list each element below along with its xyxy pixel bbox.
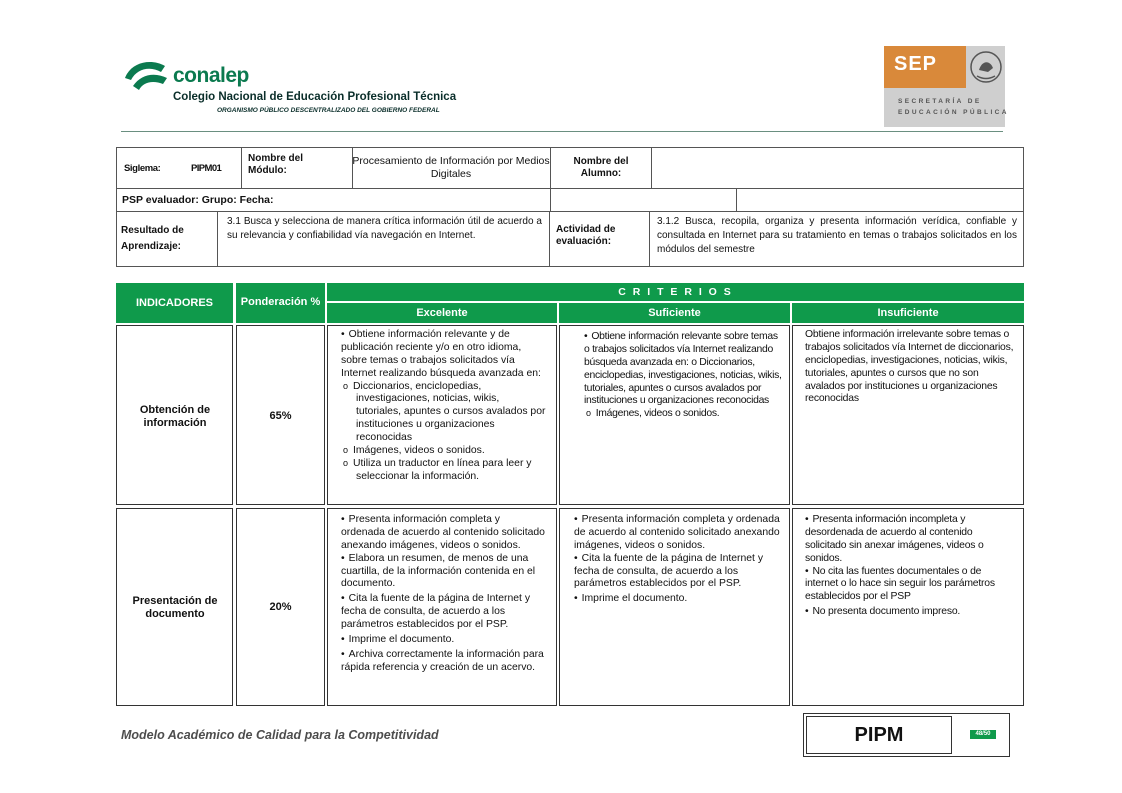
col-suficiente: Suficiente	[559, 303, 790, 323]
sep-line1: SECRETARÍA DE	[898, 98, 982, 105]
row2-excelente-item: • Imprime el documento.	[341, 634, 546, 647]
row2-insuficiente-item: • No presenta documento impreso.	[805, 606, 1015, 619]
row1-indicador: Obtención de información	[139, 404, 211, 429]
col-excelente: Excelente	[327, 303, 557, 323]
row1-excelente	[327, 325, 557, 505]
module-code-box	[803, 713, 1010, 757]
col-criterios: C R I T E R I O S	[327, 283, 1024, 301]
row1-insuficiente	[792, 325, 1024, 505]
row2-excelente	[327, 508, 557, 706]
row1-indicador-cell	[116, 325, 233, 505]
row2-excelente-item: • Elabora un resumen, de menos de una cuartilla, de la información contenida en el documento.	[341, 553, 546, 592]
row1-suficiente-sub: o Imágenes, videos o sonidos.	[584, 408, 785, 421]
row1-suficiente	[559, 325, 790, 505]
row2-excelente-item: • Presenta información completa y ordenada de acuerdo al contenido solicitado anexando imágenes, videos o sonidos.	[341, 514, 546, 553]
sep-line2: EDUCACIÓN PÚBLICA	[898, 109, 1009, 116]
row1-excelente-sub: o Diccionarios, enciclopedias, investigaciones, noticias, wikis, tutoriales, apuntes o cursos avalados por instituciones u organizaciones reconocidas	[341, 381, 546, 445]
page-badge: 48/50	[970, 730, 996, 739]
logo-tagline: ORGANISMO PÚBLICO DESCENTRALIZADO DEL GOBIERNO FEDERAL	[217, 107, 440, 114]
row2-insuficiente	[792, 508, 1024, 706]
row2-insuficiente-item: • Presenta información incompleta y desordenada de acuerdo al contenido solicitado sin anexar imágenes, videos o sonidos.	[805, 514, 1015, 566]
logo-name: conalep	[173, 64, 249, 87]
row2-insuficiente-item: • No cita las fuentes documentales o de internet o lo hace sin seguir los parámetros establecidos por el PSP	[805, 566, 1015, 605]
info-table	[116, 147, 1024, 267]
row2-suficiente-item: • Presenta información completa y ordenada de acuerdo al contenido solicitado anexando imágenes, videos o sonidos.	[574, 514, 781, 553]
modulo-value: Procesamiento de Información por Medios Digitales	[352, 155, 550, 180]
conalep-emblem-icon	[121, 58, 171, 94]
sep-logo	[884, 46, 1009, 127]
row2-excelente-item: • Cita la fuente de la página de Internet y fecha de consulta, de acuerdo a los parámetros establecidos por el PSP.	[341, 593, 546, 632]
header-divider	[121, 131, 1003, 132]
actividad-value: 3.1.2 Busca, recopila, organiza y presenta información verídica, confiable y consultada en Internet para su tratamiento en temas o trabajos solicitados en los módulos del semestre	[657, 216, 1017, 255]
resultado-value: 3.1 Busca y selecciona de manera crítica información útil de acuerdo a su relevancia y confiabilidad vía navegación en Internet.	[227, 216, 542, 241]
footer-model-text: Modelo Académico de Calidad para la Competitividad	[121, 728, 439, 742]
logo-subtitle: Colegio Nacional de Educación Profesional Técnica	[173, 91, 457, 103]
conalep-logo	[121, 58, 481, 118]
siglema-value: PIPM01	[191, 163, 222, 174]
row1-ponderacion: 65%	[269, 410, 292, 422]
sep-orange-block	[884, 46, 966, 88]
evaluador-label: PSP evaluador: Grupo: Fecha:	[122, 194, 274, 206]
row1-suficiente-bullet: • Obtiene información relevante sobre temas o trabajos solicitados vía Internet realizando búsqueda avanzada en: o Diccionarios, enciclopedias, investigaciones, noticias, wikis, tutoriales, apuntes o cursos avalados por instituciones u organizaciones reconocidas	[584, 331, 785, 408]
alumno-field[interactable]	[652, 149, 1022, 186]
row2-ponderacion-cell	[236, 508, 325, 706]
row2-ponderacion: 20%	[269, 601, 292, 613]
sep-word: SEP	[894, 53, 938, 75]
col-ponderacion: Ponderación %	[236, 283, 325, 323]
row1-excelente-sub: o Utiliza un traductor en línea para leer y seleccionar la información.	[341, 458, 546, 484]
modulo-label: Nombre del Módulo:	[248, 153, 304, 176]
row2-suficiente-item: • Cita la fuente de la página de Internet y fecha de consulta, de acuerdo a los parámetros establecidos por el PSP.	[574, 553, 781, 592]
col-indicadores: INDICADORES	[116, 283, 233, 323]
alumno-label: Nombre del Alumno:	[573, 156, 629, 179]
row2-indicador: Presentación de documento	[132, 595, 218, 620]
siglema-label: Siglema:	[124, 163, 161, 174]
row2-indicador-cell	[116, 508, 233, 706]
row1-excelente-bullet: • Obtiene información relevante y de publicación reciente y/o en otro idioma, sobre temas o trabajos solicitados vía Internet realizando búsqueda avanzada en:	[341, 329, 546, 381]
resultado-label: Resultado de Aprendizaje:	[121, 225, 184, 252]
row1-excelente-sub: o Imágenes, videos o sonidos.	[341, 445, 546, 458]
col-insuficiente: Insuficiente	[792, 303, 1024, 323]
module-code: PIPM	[806, 716, 952, 754]
row1-insuficiente-text: Obtiene información irrelevante sobre temas o trabajos solicitados vía Internet de diccionarios, enciclopedias, investigaciones, noticias, wikis, tutoriales, apuntes o cursos que no son avalados por instituciones u organizaciones reconocidas	[805, 329, 1014, 405]
row2-excelente-item: • Archiva correctamente la información para rápida referencia y creación de un acervo.	[341, 649, 546, 675]
actividad-label: Actividad de evaluación:	[556, 224, 616, 247]
row2-suficiente-item: • Imprime el documento.	[574, 593, 781, 606]
mexican-seal-icon	[968, 48, 1004, 86]
row1-ponderacion-cell	[236, 325, 325, 505]
row2-suficiente	[559, 508, 790, 706]
